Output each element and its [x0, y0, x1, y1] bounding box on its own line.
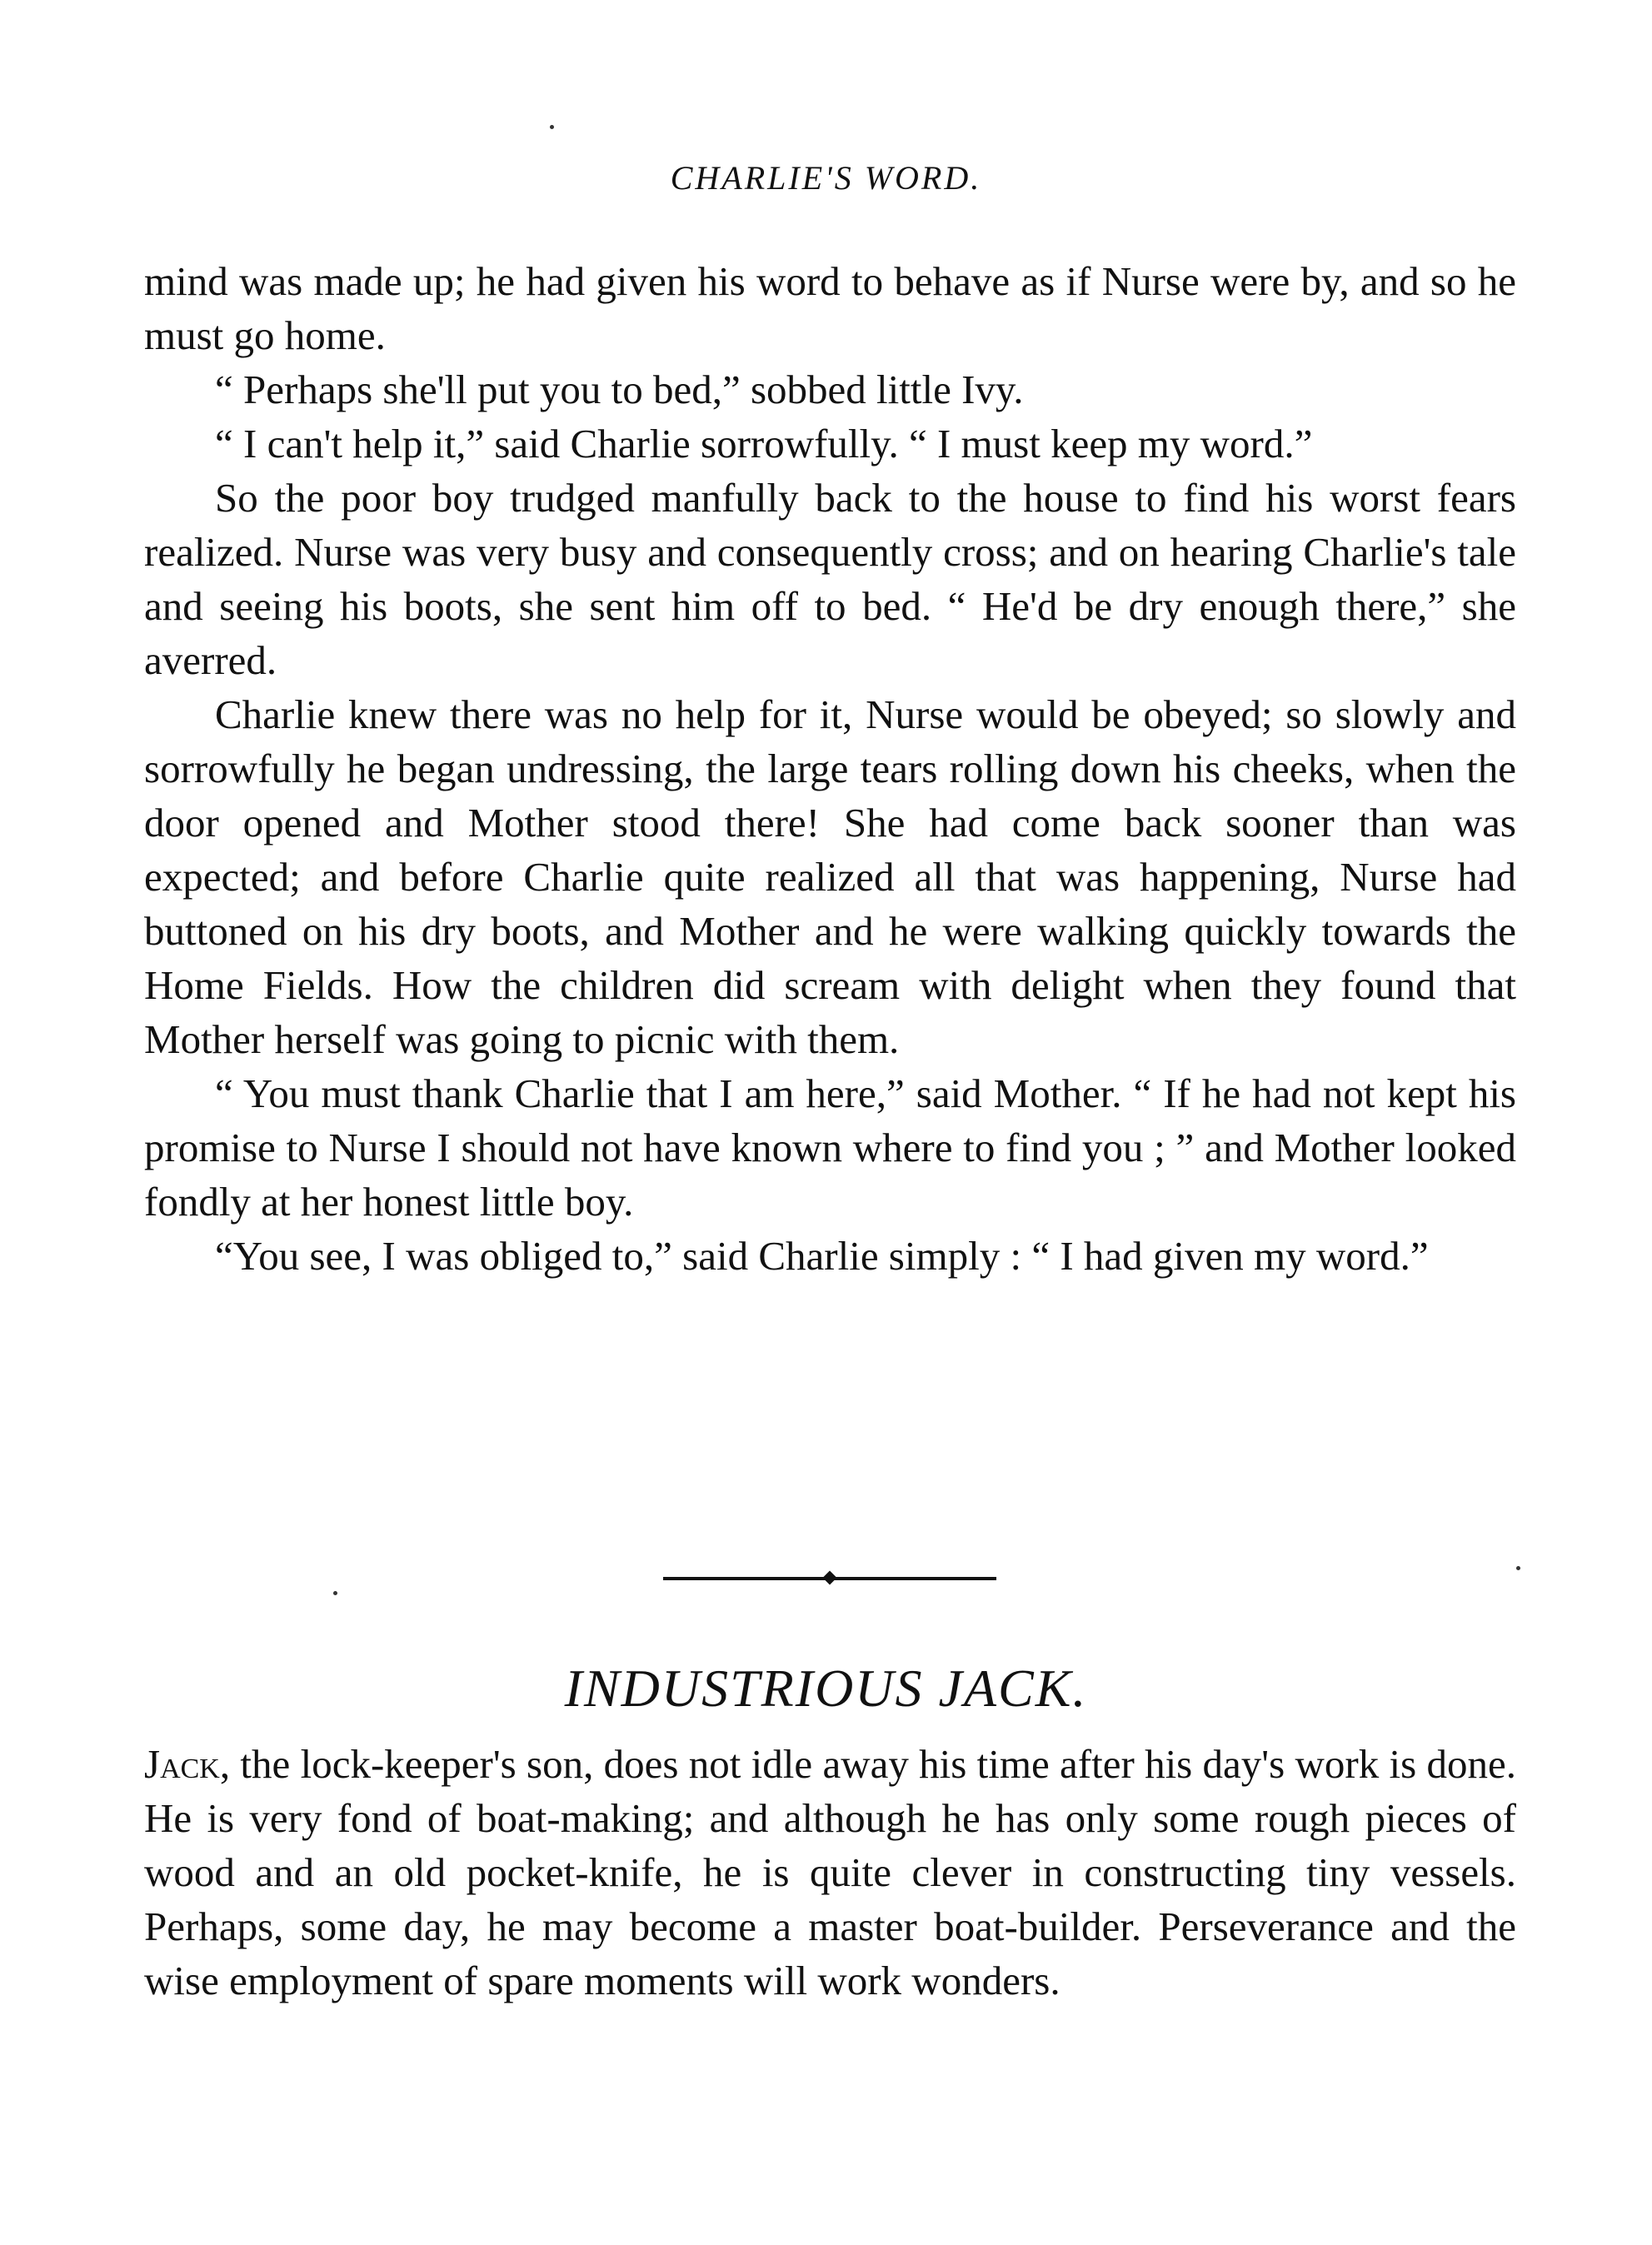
drop-word: Jack	[144, 1741, 220, 1787]
paragraph: “You see, I was obliged to,” said Charlie simply : “ I had given my word.”	[215, 1233, 1429, 1279]
paragraph: “ You must thank Charlie that I am here,” said Mother. “ If he had not kept his promise to Nurse I should not have known where to find you ; ” and Mother looked fondly at her honest little boy.	[144, 1070, 1516, 1225]
print-speck	[333, 1591, 337, 1595]
story-industrious-jack	[144, 1737, 1516, 2008]
story-charlies-word	[144, 254, 1516, 1283]
section-divider-rule	[663, 1577, 996, 1580]
paragraph: “ Perhaps she'll put you to bed,” sobbed little Ivy.	[215, 367, 1024, 412]
paragraph: So the poor boy trudged manfully back to the house to find his worst fears realized. Nurse was very busy and consequently cross; and on hearing Charlie's tale and seeing his boots, she sent him off to bed. “ He'd be dry enough there,” she averred.	[144, 475, 1516, 683]
paragraph-text: , the lock-keeper's son, does not idle away his time after his day's work is done. He is very fond of boat-making; and although he has only some rough pieces of wood and an old pocket-knife, he is quite clever in constructing tiny vessels. Perhaps, some day, he may become a master boat-builder. Perseverance and the wise employment of spare moments will work wonders.	[144, 1741, 1516, 2003]
paragraph	[144, 1737, 1516, 2008]
section-title: INDUSTRIOUS JACK.	[564, 1659, 1088, 1718]
paragraph: Charlie knew there was no help for it, Nurse would be obeyed; so slowly and sorrowfully he began undressing, the large tears rolling down his cheeks, when the door opened and Mother stood there! She had come back sooner than was expected; and before Charlie quite realized all that was happening, Nurse had buttoned on his dry boots, and Mother and he were walking quickly towards the Home Fields. How the children did scream with delight when they found that Mother herself was going to picnic with them.	[144, 691, 1516, 1062]
print-speck	[550, 125, 554, 129]
paragraph: mind was made up; he had given his word to behave as if Nurse were by, and so he must go home.	[144, 258, 1516, 358]
paragraph: “ I can't help it,” said Charlie sorrowfully. “ I must keep my word.”	[215, 421, 1313, 466]
divider-diamond-icon	[823, 1571, 837, 1585]
print-speck	[1516, 1566, 1520, 1570]
running-head: CHARLIE'S WORD.	[670, 159, 982, 197]
